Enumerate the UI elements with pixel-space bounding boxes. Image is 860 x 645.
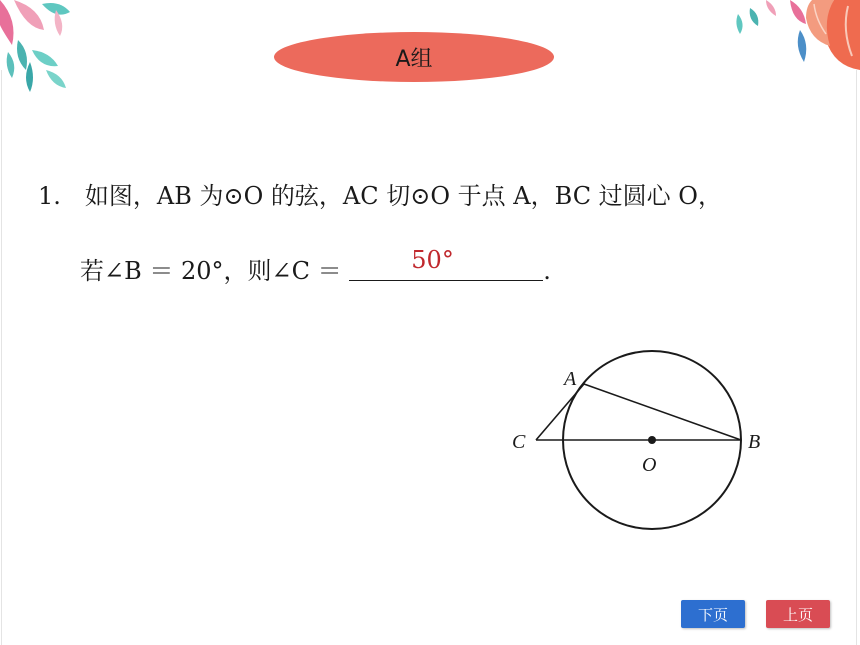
chord-ab (584, 384, 741, 440)
circle-tangent-diagram (500, 340, 780, 540)
answer-blank (349, 246, 543, 281)
next-page-label: 下页 (697, 605, 728, 624)
next-page-button[interactable] (681, 600, 745, 628)
label-a: A (564, 368, 577, 390)
group-badge-label: A组 (395, 46, 433, 72)
question-period: . (543, 257, 551, 285)
label-o: O (642, 454, 657, 476)
center-point-o (648, 436, 656, 444)
right-border-line (856, 70, 857, 645)
previous-page-button[interactable] (766, 600, 830, 628)
tangent-ac (536, 384, 584, 440)
question-line-2 (80, 246, 551, 285)
group-badge (274, 32, 554, 82)
floral-decoration-right (730, 0, 860, 80)
answer-text: 50° (411, 246, 454, 274)
left-border-line (1, 70, 2, 645)
label-b: B (748, 431, 761, 453)
question-condition-text: 若∠B ＝ 20°，则∠C ＝ (80, 257, 350, 285)
floral-decoration-left (0, 0, 90, 95)
previous-page-label: 上页 (782, 605, 813, 624)
question-line-1: 1. 如图，AB 为⊙O 的弦，AC 切⊙O 于点 A，BC 过圆心 O， (38, 182, 722, 210)
label-c: C (512, 431, 526, 453)
